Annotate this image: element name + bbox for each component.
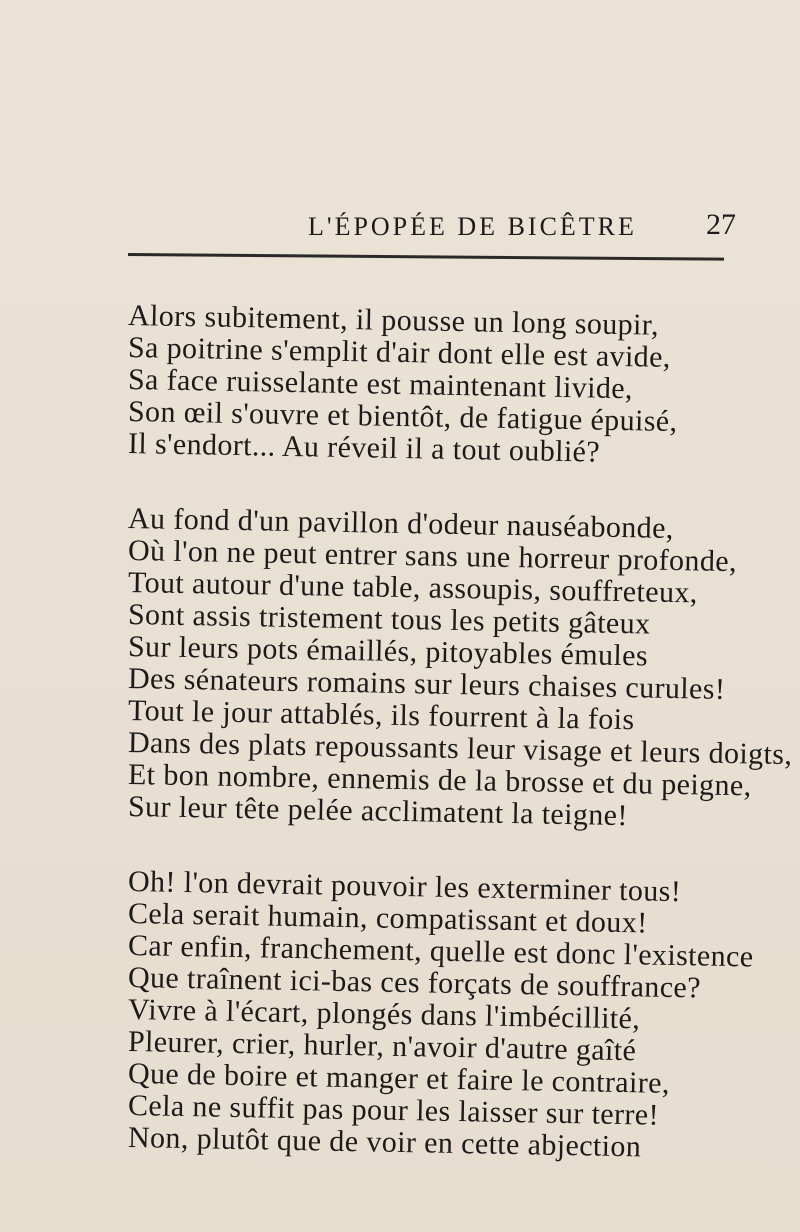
stanza: [127, 865, 754, 1164]
verse-line: Et bon nombre, ennemis de la brosse et du peigne,: [127, 758, 752, 803]
verse-line: Sur leur tête pelée acclimatent la teigne!: [127, 790, 629, 833]
verse-line: Que traînent ici-bas ces forçats de souffrance?: [127, 961, 702, 1005]
verse-line: Au fond d'un pavillon d'odeur nauséabonde,: [127, 502, 675, 545]
verse-line: Sur leurs pots émaillés, pitoyables émules: [127, 630, 649, 673]
verse-line: Vivre à l'écart, plongés dans l'imbécillité,: [127, 993, 641, 1036]
running-title: L'ÉPOPÉE DE BICÊTRE: [308, 212, 637, 241]
verse-line: Oh! l'on devrait pouvoir les exterminer tous!: [127, 865, 682, 909]
verse-line: Cela ne suffit pas pour les laisser sur terre!: [127, 1089, 660, 1132]
header-rule: [128, 253, 724, 261]
verse-line: Où l'on ne peut entrer sans une horreur profonde,: [127, 534, 738, 579]
verse-line: Sa poitrine s'emplit d'air dont elle est avide,: [127, 331, 672, 374]
verse-line: Tout autour d'une table, assoupis, souffreteux,: [127, 566, 698, 610]
verse-line: Car enfin, franchement, quelle est donc l'existence: [127, 929, 754, 974]
verse-line: Cela serait humain, compatissant et doux!: [127, 897, 648, 940]
verse-line: Que de boire et manger et faire le contraire,: [127, 1057, 671, 1100]
verse-line: Dans des plats repoussants leur visage et leurs doigts,: [127, 726, 793, 772]
verse-line: Des sénateurs romains sur leurs chaises curules!: [127, 662, 726, 706]
verse-line: Tout le jour attablés, ils fourrent à la fois: [127, 694, 635, 737]
page-header: [0, 196, 800, 241]
page-number: 27: [706, 208, 736, 241]
stanza: [127, 502, 793, 833]
verse-line: Sa face ruisselante est maintenant livide,: [127, 363, 634, 406]
verse-line: Pleurer, crier, hurler, n'avoir d'autre gaîté: [127, 1025, 637, 1068]
poem-body: [127, 299, 793, 1164]
verse-line: Non, plutôt que de voir en cette abjection: [127, 1121, 642, 1164]
verse-line: Son œil s'ouvre et bientôt, de fatigue épuisé,: [127, 395, 678, 439]
verse-line: Il s'endort... Au réveil il a tout oublié?: [127, 427, 601, 469]
verse-line: Sont assis tristement tous les petits gâteux: [127, 598, 651, 641]
verse-line: Alors subitement, il pousse un long soupir,: [127, 299, 660, 342]
stanza: [127, 299, 708, 469]
